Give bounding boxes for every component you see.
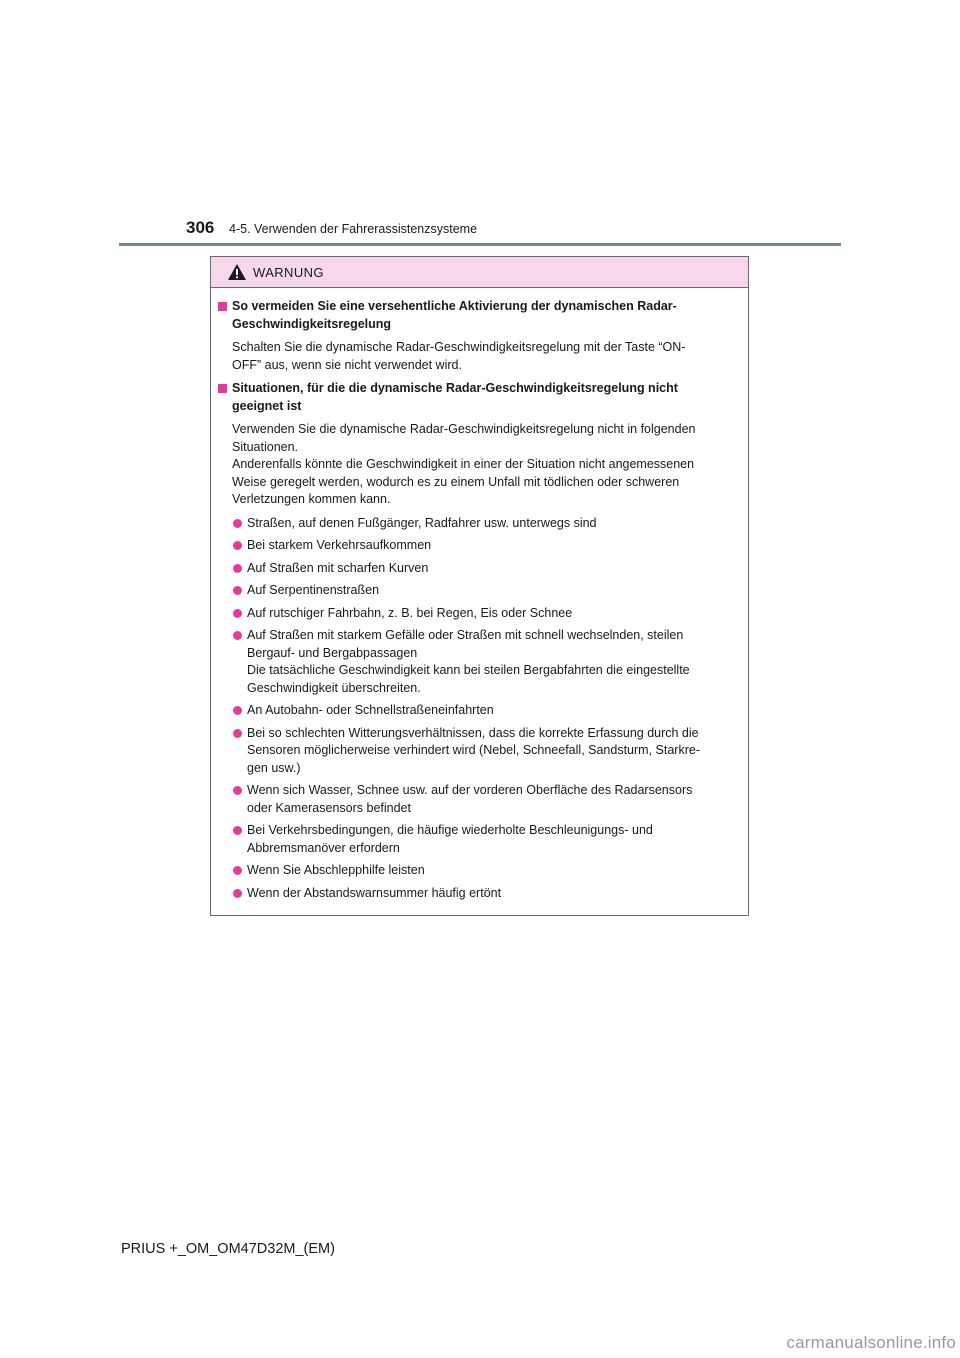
round-bullet-icon [233, 631, 242, 640]
text-line: Situationen. [232, 439, 299, 454]
text-line: Verwenden Sie die dynamische Radar-Geschwindigkeitsregelung nicht in folgenden [232, 422, 696, 436]
section-title: 4-5. Verwenden der Fahrerassistenzsysteme [229, 222, 478, 236]
topic-accidental-activation [217, 298, 742, 333]
text-line: Bei starkem Verkehrsaufkommen [247, 538, 432, 552]
text-line: oder Kamerasensors befindet [247, 800, 411, 815]
round-bullet-icon [233, 541, 242, 550]
text-line: Die tatsächliche Geschwindigkeit kann bei steilen Bergabfahrten die eingestellte [247, 663, 690, 677]
warning-header [211, 257, 748, 288]
text-line: Auf Straßen mit starkem Gefälle oder Straßen mit schnell wechselnden, steilen [247, 628, 684, 642]
list-item [217, 605, 742, 623]
list-item [217, 560, 742, 578]
round-bullet-icon [233, 826, 242, 835]
text-line: Straßen, auf denen Fußgänger, Radfahrer usw. unterwegs sind [247, 515, 597, 530]
document-code: PRIUS +_OM_OM47D32M_(EM) [121, 1241, 335, 1257]
warning-title: WARNUNG [253, 265, 324, 280]
topic-title [232, 298, 742, 333]
square-bullet-icon [218, 302, 227, 311]
text-line: Anderenfalls könnte die Geschwindigkeit in einer der Situation nicht angemessenen [232, 457, 695, 471]
list-item [217, 862, 742, 880]
topic-title [232, 380, 742, 415]
square-bullet-icon [218, 384, 227, 393]
list-item [217, 537, 742, 555]
round-bullet-icon [233, 586, 242, 595]
list-item [217, 582, 742, 600]
list-item [217, 822, 742, 857]
text-line: Wenn der Abstandswarnsummer häufig ertönt [247, 885, 502, 900]
text-line: Schalten Sie die dynamische Radar-Geschwindigkeitsregelung mit der Taste “ON- [232, 340, 686, 354]
warning-triangle-icon [227, 263, 247, 281]
text-line: Verletzungen kommen kann. [232, 492, 391, 506]
text-line: OFF” aus, wenn sie nicht verwendet wird. [232, 357, 462, 372]
text-line: Bergauf- und Bergabpassagen [247, 645, 418, 660]
page-number: 306 [186, 218, 215, 237]
list-item [217, 725, 742, 778]
round-bullet-icon [233, 564, 242, 573]
list-item [217, 782, 742, 817]
warning-body [211, 288, 748, 902]
text-line: Auf Serpentinenstraßen [247, 583, 380, 597]
text-line: Situationen, für die die dynamische Radar-Geschwindigkeitsregelung nicht [232, 381, 678, 395]
watermark: carmanualsonline.info [786, 1333, 956, 1352]
round-bullet-icon [233, 706, 242, 715]
text-line: Geschwindigkeitsregelung [232, 316, 392, 331]
list-item [217, 885, 742, 903]
list-item [217, 515, 742, 533]
warning-box [210, 256, 749, 916]
text-line: geeignet ist [232, 398, 302, 413]
round-bullet-icon [233, 889, 242, 898]
text-line: Weise geregelt werden, wodurch es zu einem Unfall mit tödlichen oder schweren [232, 474, 680, 489]
list-item [217, 627, 742, 697]
text-line: An Autobahn- oder Schnellstraßeneinfahrten [247, 703, 494, 717]
text-line: So vermeiden Sie eine versehentliche Aktivierung der dynamischen Radar- [232, 299, 677, 313]
text-line: Geschwindigkeit überschreiten. [247, 680, 421, 695]
text-line: Auf Straßen mit scharfen Kurven [247, 560, 429, 575]
topic-unsuitable-situations [217, 380, 742, 415]
round-bullet-icon [233, 609, 242, 618]
text-line: gen usw.) [247, 760, 301, 775]
round-bullet-icon [233, 786, 242, 795]
text-line: Abbremsmanöver erfordern [247, 840, 400, 855]
topic-text [217, 339, 742, 374]
text-line: Bei so schlechten Witterungsverhältnissen, dass die korrekte Erfassung durch die [247, 725, 699, 740]
header-divider [119, 243, 841, 246]
list-item [217, 702, 742, 720]
text-line: Auf rutschiger Fahrbahn, z. B. bei Regen, Eis oder Schnee [247, 605, 573, 620]
text-line: Wenn Sie Abschlepphilfe leisten [247, 863, 425, 877]
topic-text [217, 421, 742, 509]
round-bullet-icon [233, 729, 242, 738]
text-line: Wenn sich Wasser, Schnee usw. auf der vorderen Oberfläche des Radarsensors [247, 783, 693, 797]
round-bullet-icon [233, 519, 242, 528]
text-line: Bei Verkehrsbedingungen, die häufige wiederholte Beschleunigungs- und [247, 823, 653, 837]
text-line: Sensoren möglicherweise verhindert wird (Nebel, Schneefall, Sandsturm, Starkre- [247, 743, 700, 757]
round-bullet-icon [233, 866, 242, 875]
